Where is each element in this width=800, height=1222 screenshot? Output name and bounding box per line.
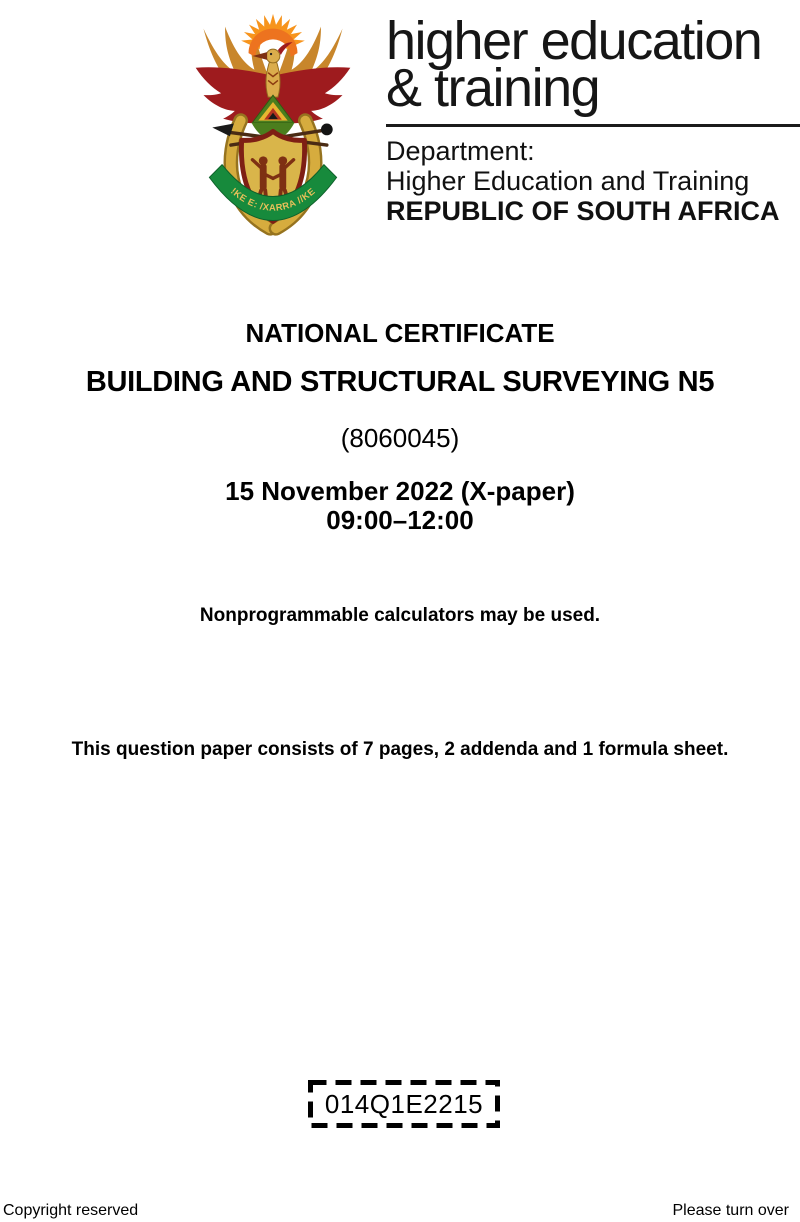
department-name: Higher Education and Training xyxy=(386,166,750,196)
footer-turn-over: Please turn over xyxy=(672,1202,789,1219)
certificate-type: NATIONAL CERTIFICATE xyxy=(245,318,555,348)
dhet-masthead xyxy=(180,10,800,242)
country-name: REPUBLIC OF SOUTH AFRICA xyxy=(386,196,780,226)
calculator-note: Nonprogrammable calculators may be used. xyxy=(199,605,601,626)
crest-motto-text: !KE E: /XARRA //KE xyxy=(228,185,318,213)
masthead-divider xyxy=(386,124,800,127)
paper-number-box xyxy=(308,1080,500,1128)
wordmark-line2: & training xyxy=(386,58,600,118)
exam-time: 09:00–12:00 xyxy=(326,505,474,535)
subject-title: BUILDING AND STRUCTURAL SURVEYING N5 xyxy=(85,366,715,398)
subject-code: (8060045) xyxy=(340,423,460,453)
paper-number: 014Q1E2215 xyxy=(324,1088,484,1119)
footer-copyright: Copyright reserved xyxy=(3,1202,139,1219)
department-label: Department: xyxy=(386,136,535,166)
sa-coat-of-arms-icon xyxy=(180,10,366,242)
exam-date: 15 November 2022 (X-paper) xyxy=(225,476,575,506)
brand-block xyxy=(386,10,800,242)
exam-schedule xyxy=(0,477,800,535)
composition-note: This question paper consists of 7 pages, 2 addenda and 1 formula sheet. xyxy=(71,739,729,760)
wordmark-line1: higher education xyxy=(386,11,762,71)
